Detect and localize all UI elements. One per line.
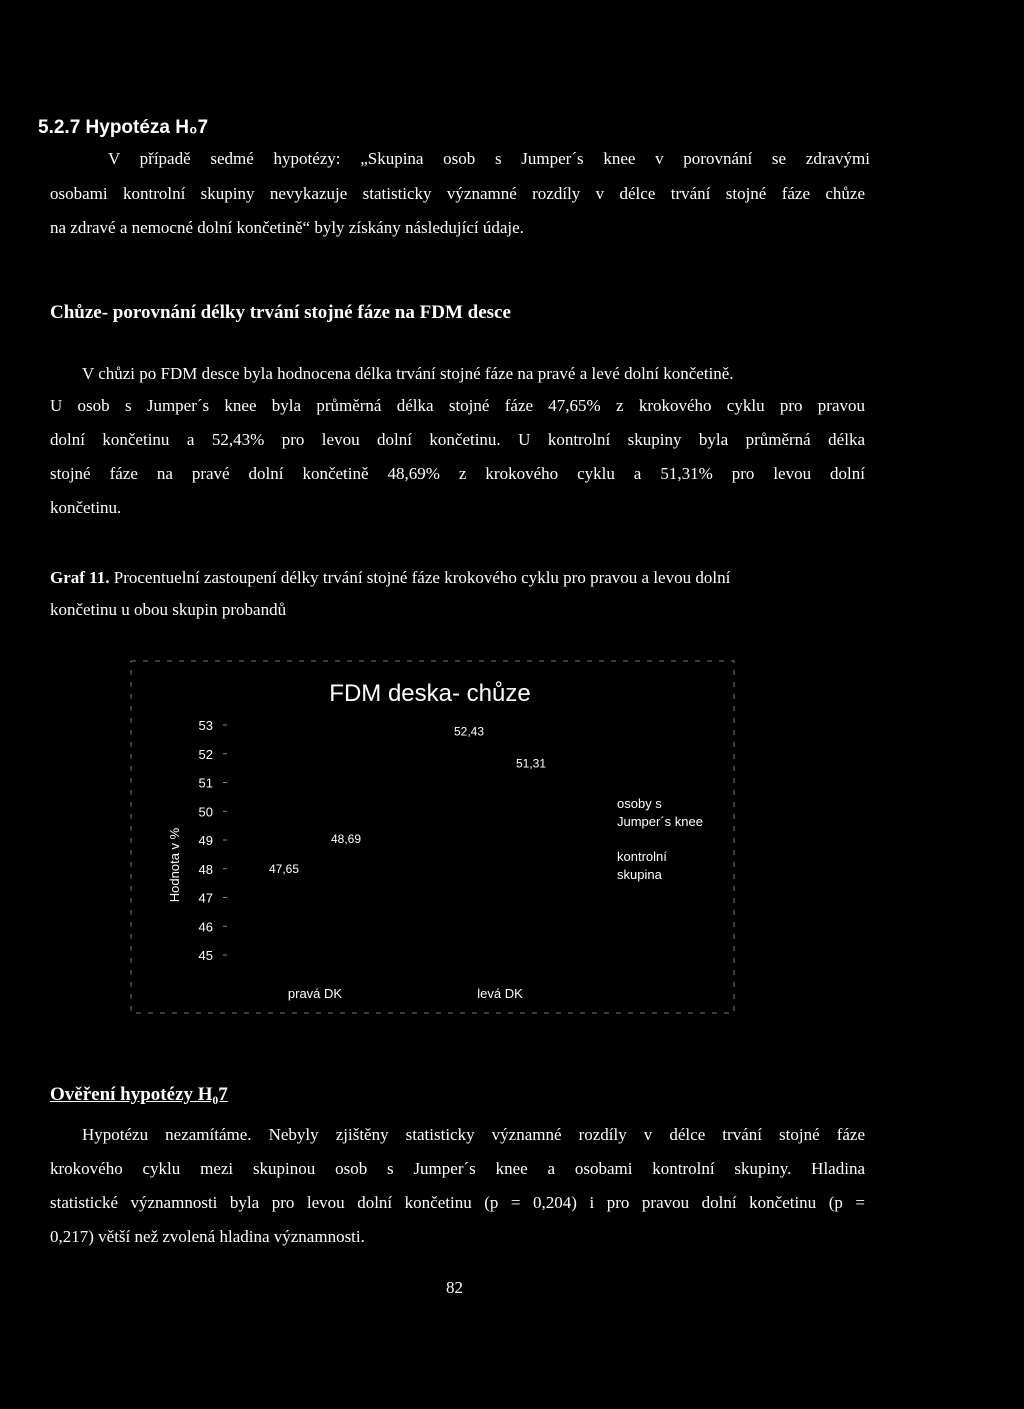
conclusion-line: statistické významnosti byla pro levou dolní končetinu (p = 0,204) i pro pravou dolní končetinu (p = xyxy=(50,1193,865,1212)
bar-value-label: 48,69 xyxy=(330,831,362,846)
legend-swatch-control xyxy=(601,847,611,857)
results-line: V chůzi po FDM desce byla hodnocena délka trvání stojné fáze na pravé a levé dolní končetině. xyxy=(82,364,734,383)
conclusion-line: Hypotézu nezamítáme. Nebyly zjištěny statisticky významné rozdíly v délce trvání stojné fáze xyxy=(82,1125,865,1144)
bar-value-label: 52,43 xyxy=(453,724,485,739)
bar xyxy=(443,741,495,955)
results-line: končetinu. xyxy=(50,498,122,517)
section-heading: 5.2.7 Hypotéza H₀7 xyxy=(38,117,209,138)
chart-frame xyxy=(131,661,734,1013)
y-tick-label: 51 xyxy=(198,775,213,791)
subheading: Chůze- porovnání délky trvání stojné fáze na FDM desce xyxy=(50,302,511,323)
figure-caption xyxy=(50,568,730,588)
bar-value-label: 47,65 xyxy=(268,861,300,876)
bar xyxy=(505,774,557,955)
conclusion-line: krokového cyklu mezi skupinou osob s Jumper´s knee a osobami kontrolní skupiny. Hladina xyxy=(50,1159,865,1178)
figure-caption-line: končetinu u obou skupin probandů xyxy=(50,600,287,619)
bar-chart xyxy=(125,655,740,1025)
x-axis xyxy=(288,986,523,1001)
y-axis xyxy=(199,718,227,963)
intro-line: V případě sedmé hypotézy: „Skupina osob s Jumper´s knee v porovnání se zdravými xyxy=(108,149,870,168)
legend-swatch-jumpers-knee xyxy=(601,800,611,810)
y-axis-label: Hodnota v % xyxy=(167,827,182,903)
conclusion-line: 0,217) větší než zvolená hladina významnosti. xyxy=(50,1227,365,1246)
x-tick-label: levá DK xyxy=(477,986,523,1001)
page-number: 82 xyxy=(446,1278,463,1297)
results-line: stojné fáze na pravé dolní končetině 48,69% z krokového cyklu a 51,31% pro levou dolní xyxy=(50,464,865,483)
data-labels xyxy=(269,724,546,875)
legend xyxy=(601,796,703,882)
intro-line: na zdravé a nemocné dolní končetině“ byly získány následující údaje. xyxy=(50,218,524,237)
bar-value-label: 51,31 xyxy=(515,756,547,771)
bars-group xyxy=(258,741,557,955)
legend-item-control: kontrolní skupina xyxy=(617,849,667,882)
y-tick-label: 50 xyxy=(198,804,213,820)
results-line: dolní končetinu a 52,43% pro levou dolní končetinu. U kontrolní skupiny byla průměrná délka xyxy=(50,430,865,449)
chart-title: FDM deska- chůze xyxy=(329,680,531,707)
verification-heading: Ověření hypotézy H₀7 xyxy=(50,1084,228,1105)
y-tick-label: 47 xyxy=(198,890,213,906)
y-tick-label: 53 xyxy=(198,718,213,733)
figure-label: Graf 11. xyxy=(50,568,110,587)
y-tick-label: 52 xyxy=(198,746,213,762)
y-tick-label: 45 xyxy=(198,948,213,963)
bar xyxy=(258,879,310,955)
y-tick-label: 48 xyxy=(198,861,213,877)
results-line: U osob s Jumper´s knee byla průměrná délka stojné fáze 47,65% z krokového cyklu pro pravou xyxy=(50,396,865,415)
legend-item-jumpers-knee: osoby s Jumper´s knee xyxy=(617,796,703,829)
x-tick-label: pravá DK xyxy=(287,986,343,1001)
intro-line: osobami kontrolní skupiny nevykazuje statisticky významné rozdíly v délce trvání stojné fáze chůze xyxy=(50,184,865,203)
figure-caption-line: Procentuelní zastoupení délky trvání stojné fáze krokového cyklu pro pravou a levou dolní xyxy=(113,568,731,587)
y-tick-label: 49 xyxy=(198,833,213,848)
y-tick-label: 46 xyxy=(198,919,213,935)
bar xyxy=(320,849,372,955)
